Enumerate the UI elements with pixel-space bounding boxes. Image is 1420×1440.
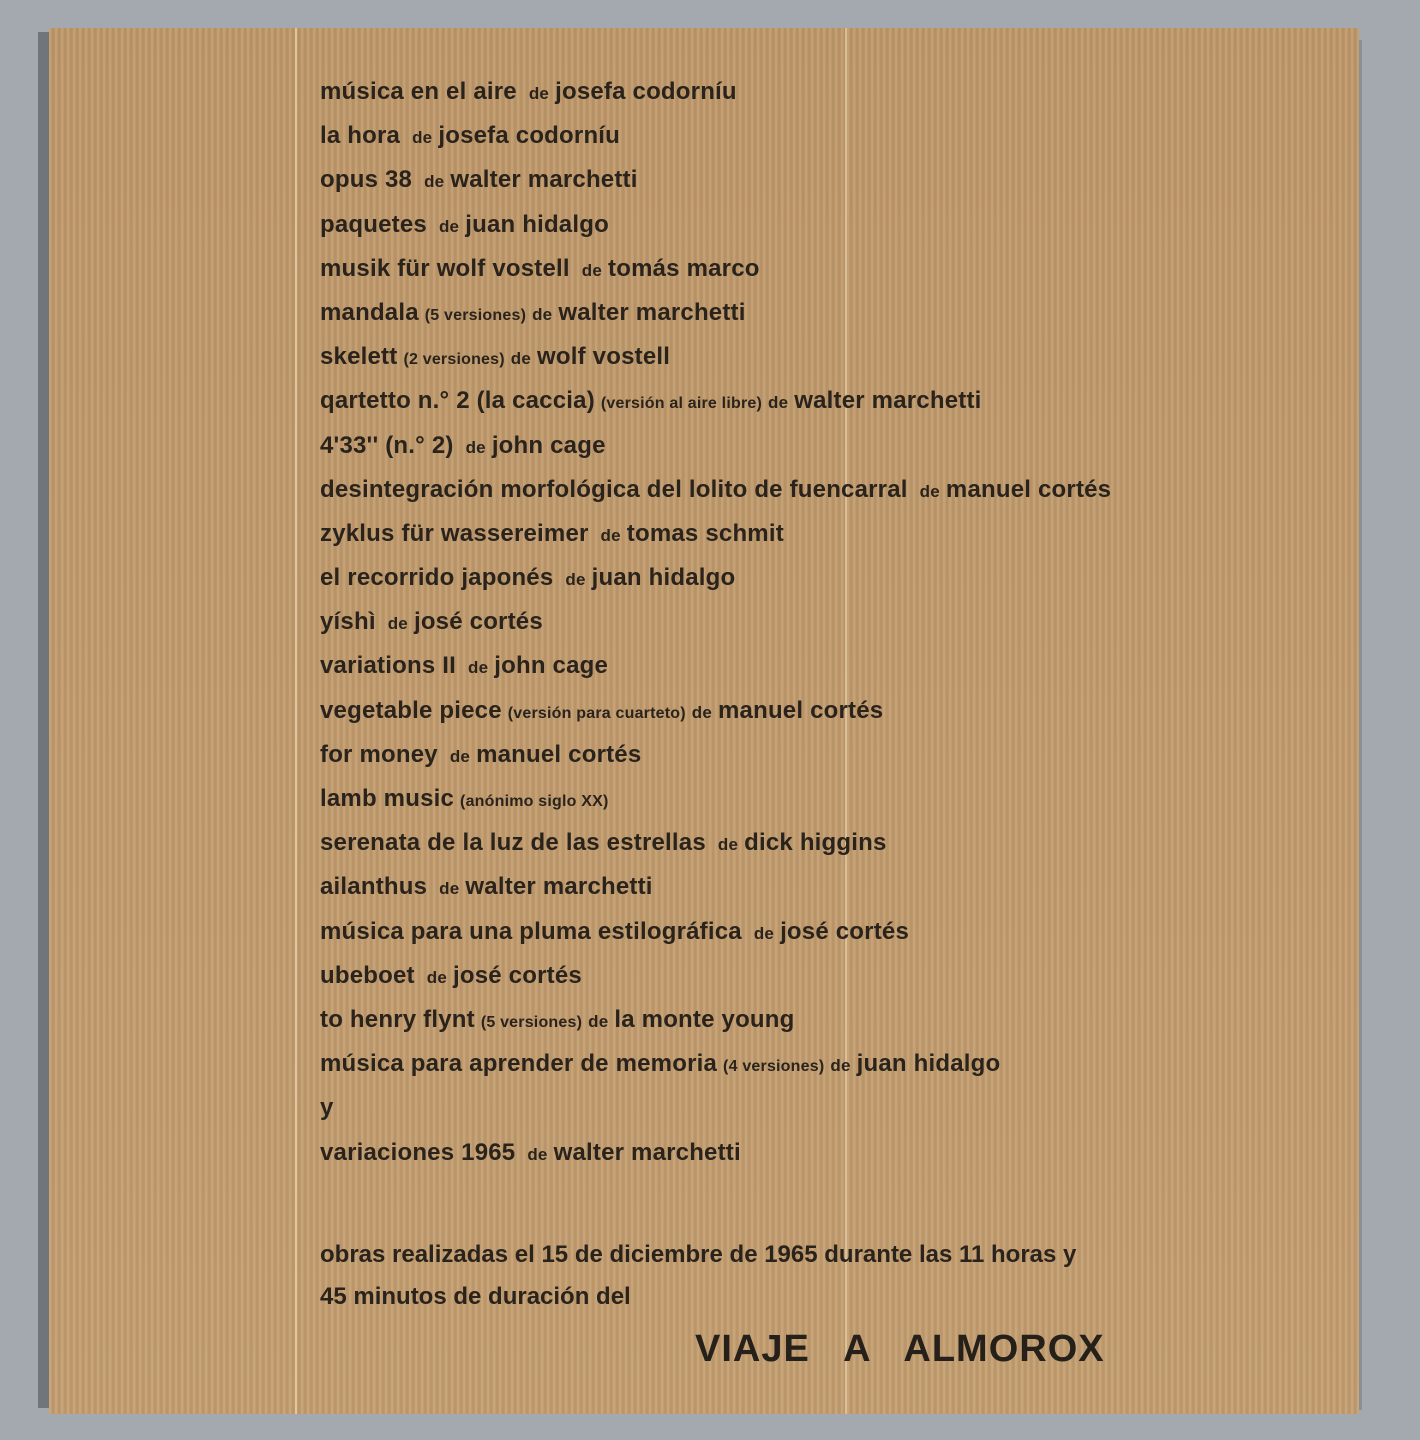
work-title: música para aprender de memoria <box>320 1050 718 1078</box>
work-entry <box>320 335 1280 379</box>
work-title: serenata de la luz de las estrellas <box>320 829 706 857</box>
work-entry <box>320 114 1280 158</box>
work-entry <box>320 512 1280 556</box>
work-entry <box>320 865 1280 909</box>
work-de: de <box>527 1144 548 1164</box>
fold-line-left <box>295 28 297 1414</box>
work-title: zyklus für wassereimer <box>320 519 589 547</box>
work-de: de <box>467 658 489 678</box>
work-author: josé cortés <box>413 608 543 636</box>
work-entry <box>320 600 1280 644</box>
work-de: de <box>510 349 532 369</box>
work-title: qartetto n.° 2 (la caccia) <box>320 387 595 415</box>
work-author: josé cortés <box>780 917 909 945</box>
work-entry <box>320 1086 1280 1130</box>
work-entry <box>320 733 1280 777</box>
work-entry <box>320 70 1280 114</box>
work-author: john cage <box>491 431 606 459</box>
work-entry <box>320 247 1280 291</box>
work-author: john cage <box>494 652 609 680</box>
performance-note-line-2: 45 minutos de duración del <box>320 1283 631 1310</box>
work-title: el recorrido japonés <box>320 564 554 592</box>
work-author: juan hidalgo <box>856 1050 1001 1078</box>
work-de: de <box>528 84 550 103</box>
work-title: to henry flynt <box>320 1005 475 1033</box>
work-note: (5 versiones) <box>480 1013 583 1031</box>
works-list <box>320 70 1280 1175</box>
work-author: dick higgins <box>744 829 887 857</box>
work-title: for money <box>320 740 438 768</box>
work-de: de <box>768 393 789 413</box>
work-note: (4 versiones) <box>723 1058 825 1076</box>
work-note: (versión al aire libre) <box>600 395 762 413</box>
work-entry <box>320 1042 1280 1086</box>
work-de: de <box>753 923 775 943</box>
work-note: (anónimo siglo XX) <box>460 793 609 810</box>
work-de: de <box>387 614 408 634</box>
work-de: de <box>438 216 460 236</box>
work-de: de <box>565 570 586 590</box>
work-de: de <box>588 1011 609 1031</box>
work-entry <box>320 556 1280 600</box>
work-entry <box>320 158 1280 202</box>
work-entry <box>320 821 1280 865</box>
work-author: walter marchetti <box>450 166 638 194</box>
work-title: música para una pluma estilográfica <box>320 917 742 945</box>
work-entry <box>320 424 1280 468</box>
performance-note-line-1: obras realizadas el 15 de diciembre de 1965 durante las 11 horas y <box>320 1241 1077 1268</box>
performance-note <box>320 1234 1280 1318</box>
work-author: juan hidalgo <box>465 210 609 238</box>
work-entry <box>320 203 1280 247</box>
work-author: josefa codorníu <box>555 78 737 105</box>
work-author: wolf vostell <box>537 343 671 371</box>
work-de: de <box>426 967 447 987</box>
work-entry <box>320 998 1280 1042</box>
work-de: de <box>424 172 445 192</box>
work-title: desintegración morfológica del lolito de fuencarral <box>320 475 908 503</box>
work-entry <box>320 644 1280 688</box>
work-author: josé cortés <box>452 961 582 989</box>
work-title: paquetes <box>320 210 427 238</box>
work-de: de <box>717 835 739 855</box>
work-author: juan hidalgo <box>591 564 736 592</box>
work-author: walter marchetti <box>553 1138 741 1166</box>
work-title: y <box>320 1094 334 1122</box>
work-author: manuel cortés <box>476 740 642 768</box>
work-title: lamb music <box>320 785 455 812</box>
work-title: opus 38 <box>320 166 413 194</box>
work-title: musik für wolf vostell <box>320 254 570 282</box>
work-entry <box>320 689 1280 733</box>
work-author: la monte young <box>614 1005 795 1033</box>
work-de: de <box>532 304 553 324</box>
work-note: (2 versiones) <box>403 351 505 369</box>
work-entry <box>320 954 1280 998</box>
work-title: ailanthus <box>320 873 428 901</box>
work-entry <box>320 1131 1280 1175</box>
work-note: (5 versiones) <box>424 306 527 324</box>
work-title: variaciones 1965 <box>320 1138 516 1166</box>
work-author: walter marchetti <box>558 298 746 326</box>
work-entry <box>320 379 1280 423</box>
work-title: variations II <box>320 652 456 680</box>
work-de: de <box>919 481 940 501</box>
event-title: VIAJE A ALMOROX <box>695 1328 1105 1370</box>
work-de: de <box>581 260 603 280</box>
work-entry <box>320 468 1280 512</box>
work-author: walter marchetti <box>465 873 653 901</box>
work-entry <box>320 777 1280 821</box>
work-title: 4'33'' (n.° 2) <box>320 431 454 459</box>
work-title: skelett <box>320 343 398 371</box>
work-de: de <box>412 128 433 148</box>
work-author: tomas schmit <box>626 519 784 547</box>
work-title: vegetable piece <box>320 696 502 724</box>
work-author: josefa codorníu <box>438 122 621 150</box>
work-entry <box>320 291 1280 335</box>
work-de: de <box>830 1056 851 1076</box>
work-author: walter marchetti <box>794 387 982 415</box>
work-note: (versión para cuarteto) <box>507 704 686 722</box>
work-de: de <box>600 525 621 545</box>
work-de: de <box>691 702 712 722</box>
work-title: yíshì <box>320 608 376 636</box>
work-entry <box>320 910 1280 954</box>
work-title: mandala <box>320 298 419 326</box>
work-title: música en el aire <box>320 78 517 105</box>
work-de: de <box>465 437 486 457</box>
work-author: manuel cortés <box>945 475 1112 503</box>
work-de: de <box>439 879 460 899</box>
work-author: tomás marco <box>608 254 760 282</box>
work-de: de <box>449 746 471 766</box>
work-author: manuel cortés <box>718 696 884 724</box>
work-title: ubeboet <box>320 961 415 989</box>
work-title: la hora <box>320 122 401 150</box>
